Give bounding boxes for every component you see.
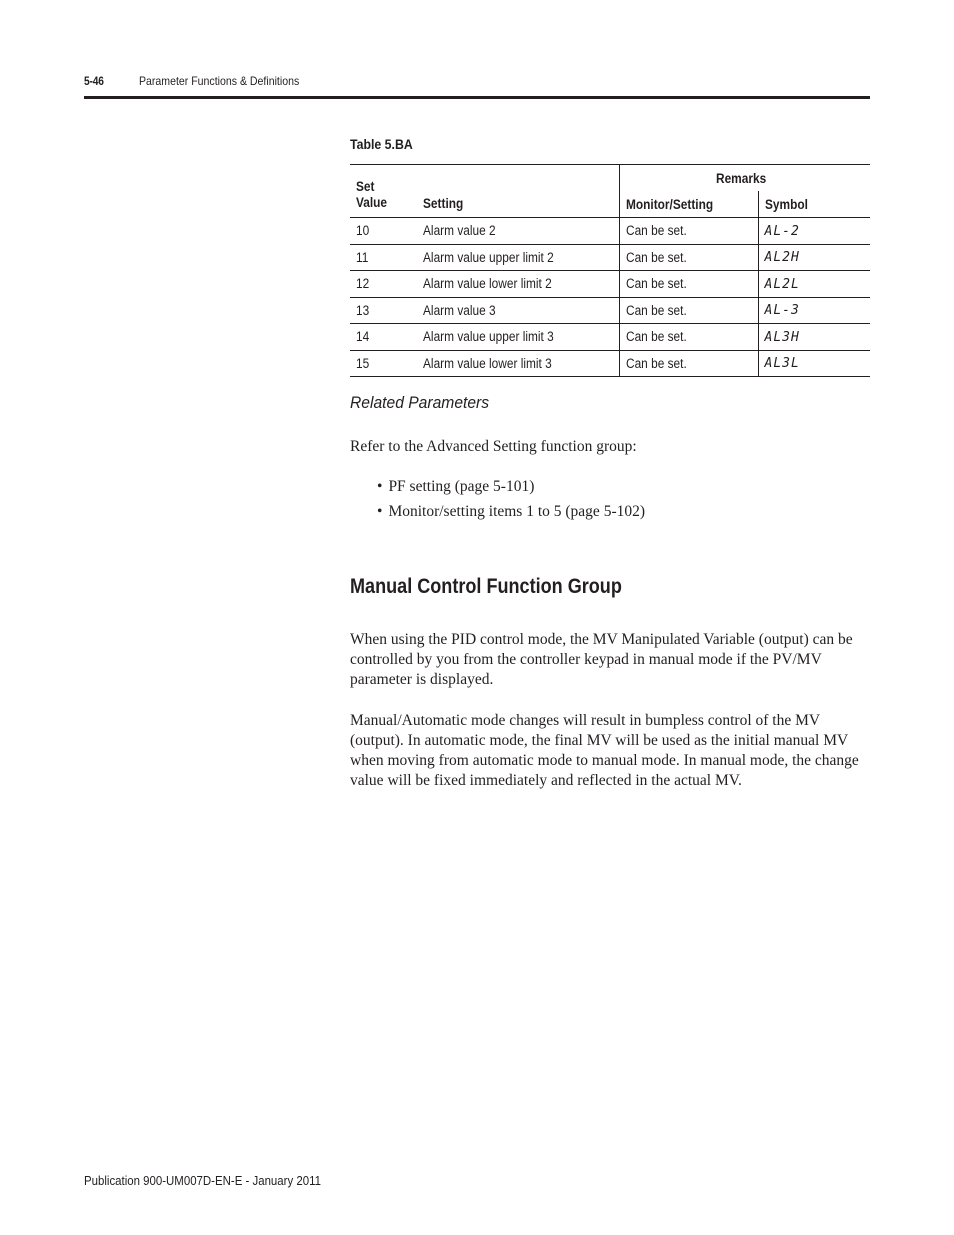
symbol-cell: AL3H	[758, 324, 870, 351]
setting-cell: Alarm value lower limit 3	[417, 350, 619, 377]
set-value-cell: 14	[350, 324, 417, 351]
set-value-cell: 12	[350, 271, 417, 298]
page-header	[84, 72, 870, 92]
section-title: Manual Control Function Group	[350, 575, 622, 598]
table-row	[350, 350, 870, 377]
symbol-cell: AL-2	[758, 218, 870, 245]
symbol-cell: AL2H	[758, 244, 870, 271]
symbol-cell: AL2L	[758, 271, 870, 298]
setting-cell: Alarm value 3	[417, 297, 619, 324]
paragraph: When using the PID control mode, the MV Manipulated Variable (output) can be controlled by you from the controller keypad in manual mode if the PV/MV parameter is displayed.	[350, 631, 853, 688]
setting-cell: Alarm value upper limit 2	[417, 244, 619, 271]
setting-cell: Alarm value upper limit 3	[417, 324, 619, 351]
set-value-cell: 13	[350, 297, 417, 324]
monitor-setting-cell: Can be set.	[619, 350, 758, 377]
monitor-setting-cell: Can be set.	[619, 271, 758, 298]
monitor-setting-cell: Can be set.	[619, 218, 758, 245]
list-item: • Monitor/setting items 1 to 5 (page 5-102)	[377, 503, 645, 528]
header-setting: Setting	[417, 165, 619, 218]
setting-cell: Alarm value lower limit 2	[417, 271, 619, 298]
related-parameters-heading: Related Parameters	[350, 393, 490, 412]
related-list	[377, 478, 645, 528]
paragraph: Manual/Automatic mode changes will result in bumpless control of the MV (output). In automatic mode, the final MV will be used as the initial manual MV when moving from automatic mode to manual mode. In manual mode, the change value will be fixed immediately and reflected in the actual MV.	[350, 712, 859, 789]
table-row	[350, 218, 870, 245]
set-value-cell: 11	[350, 244, 417, 271]
table-row	[350, 271, 870, 298]
symbol-cell: AL3L	[758, 350, 870, 377]
setting-cell: Alarm value 2	[417, 218, 619, 245]
related-intro: Refer to the Advanced Setting function group:	[350, 438, 637, 455]
chapter-title: Parameter Functions & Definitions	[139, 74, 300, 88]
page-number: 5-46	[84, 74, 104, 88]
table-row	[350, 297, 870, 324]
header-symbol: Symbol	[758, 191, 870, 218]
monitor-setting-cell: Can be set.	[619, 297, 758, 324]
parameter-table	[350, 164, 870, 377]
header-remarks: Remarks	[619, 165, 870, 192]
set-value-cell: 15	[350, 350, 417, 377]
table-caption: Table 5.BA	[350, 136, 413, 152]
header-set-value: Set Value	[350, 165, 417, 218]
table-row	[350, 324, 870, 351]
set-value-cell: 10	[350, 218, 417, 245]
list-item: • PF setting (page 5-101)	[377, 478, 645, 503]
header-monitor-setting: Monitor/Setting	[619, 191, 758, 218]
publication-footer: Publication 900-UM007D-EN-E - January 2011	[84, 1173, 321, 1188]
header-rule	[84, 96, 870, 99]
monitor-setting-cell: Can be set.	[619, 324, 758, 351]
symbol-cell: AL-3	[758, 297, 870, 324]
monitor-setting-cell: Can be set.	[619, 244, 758, 271]
table-row	[350, 244, 870, 271]
